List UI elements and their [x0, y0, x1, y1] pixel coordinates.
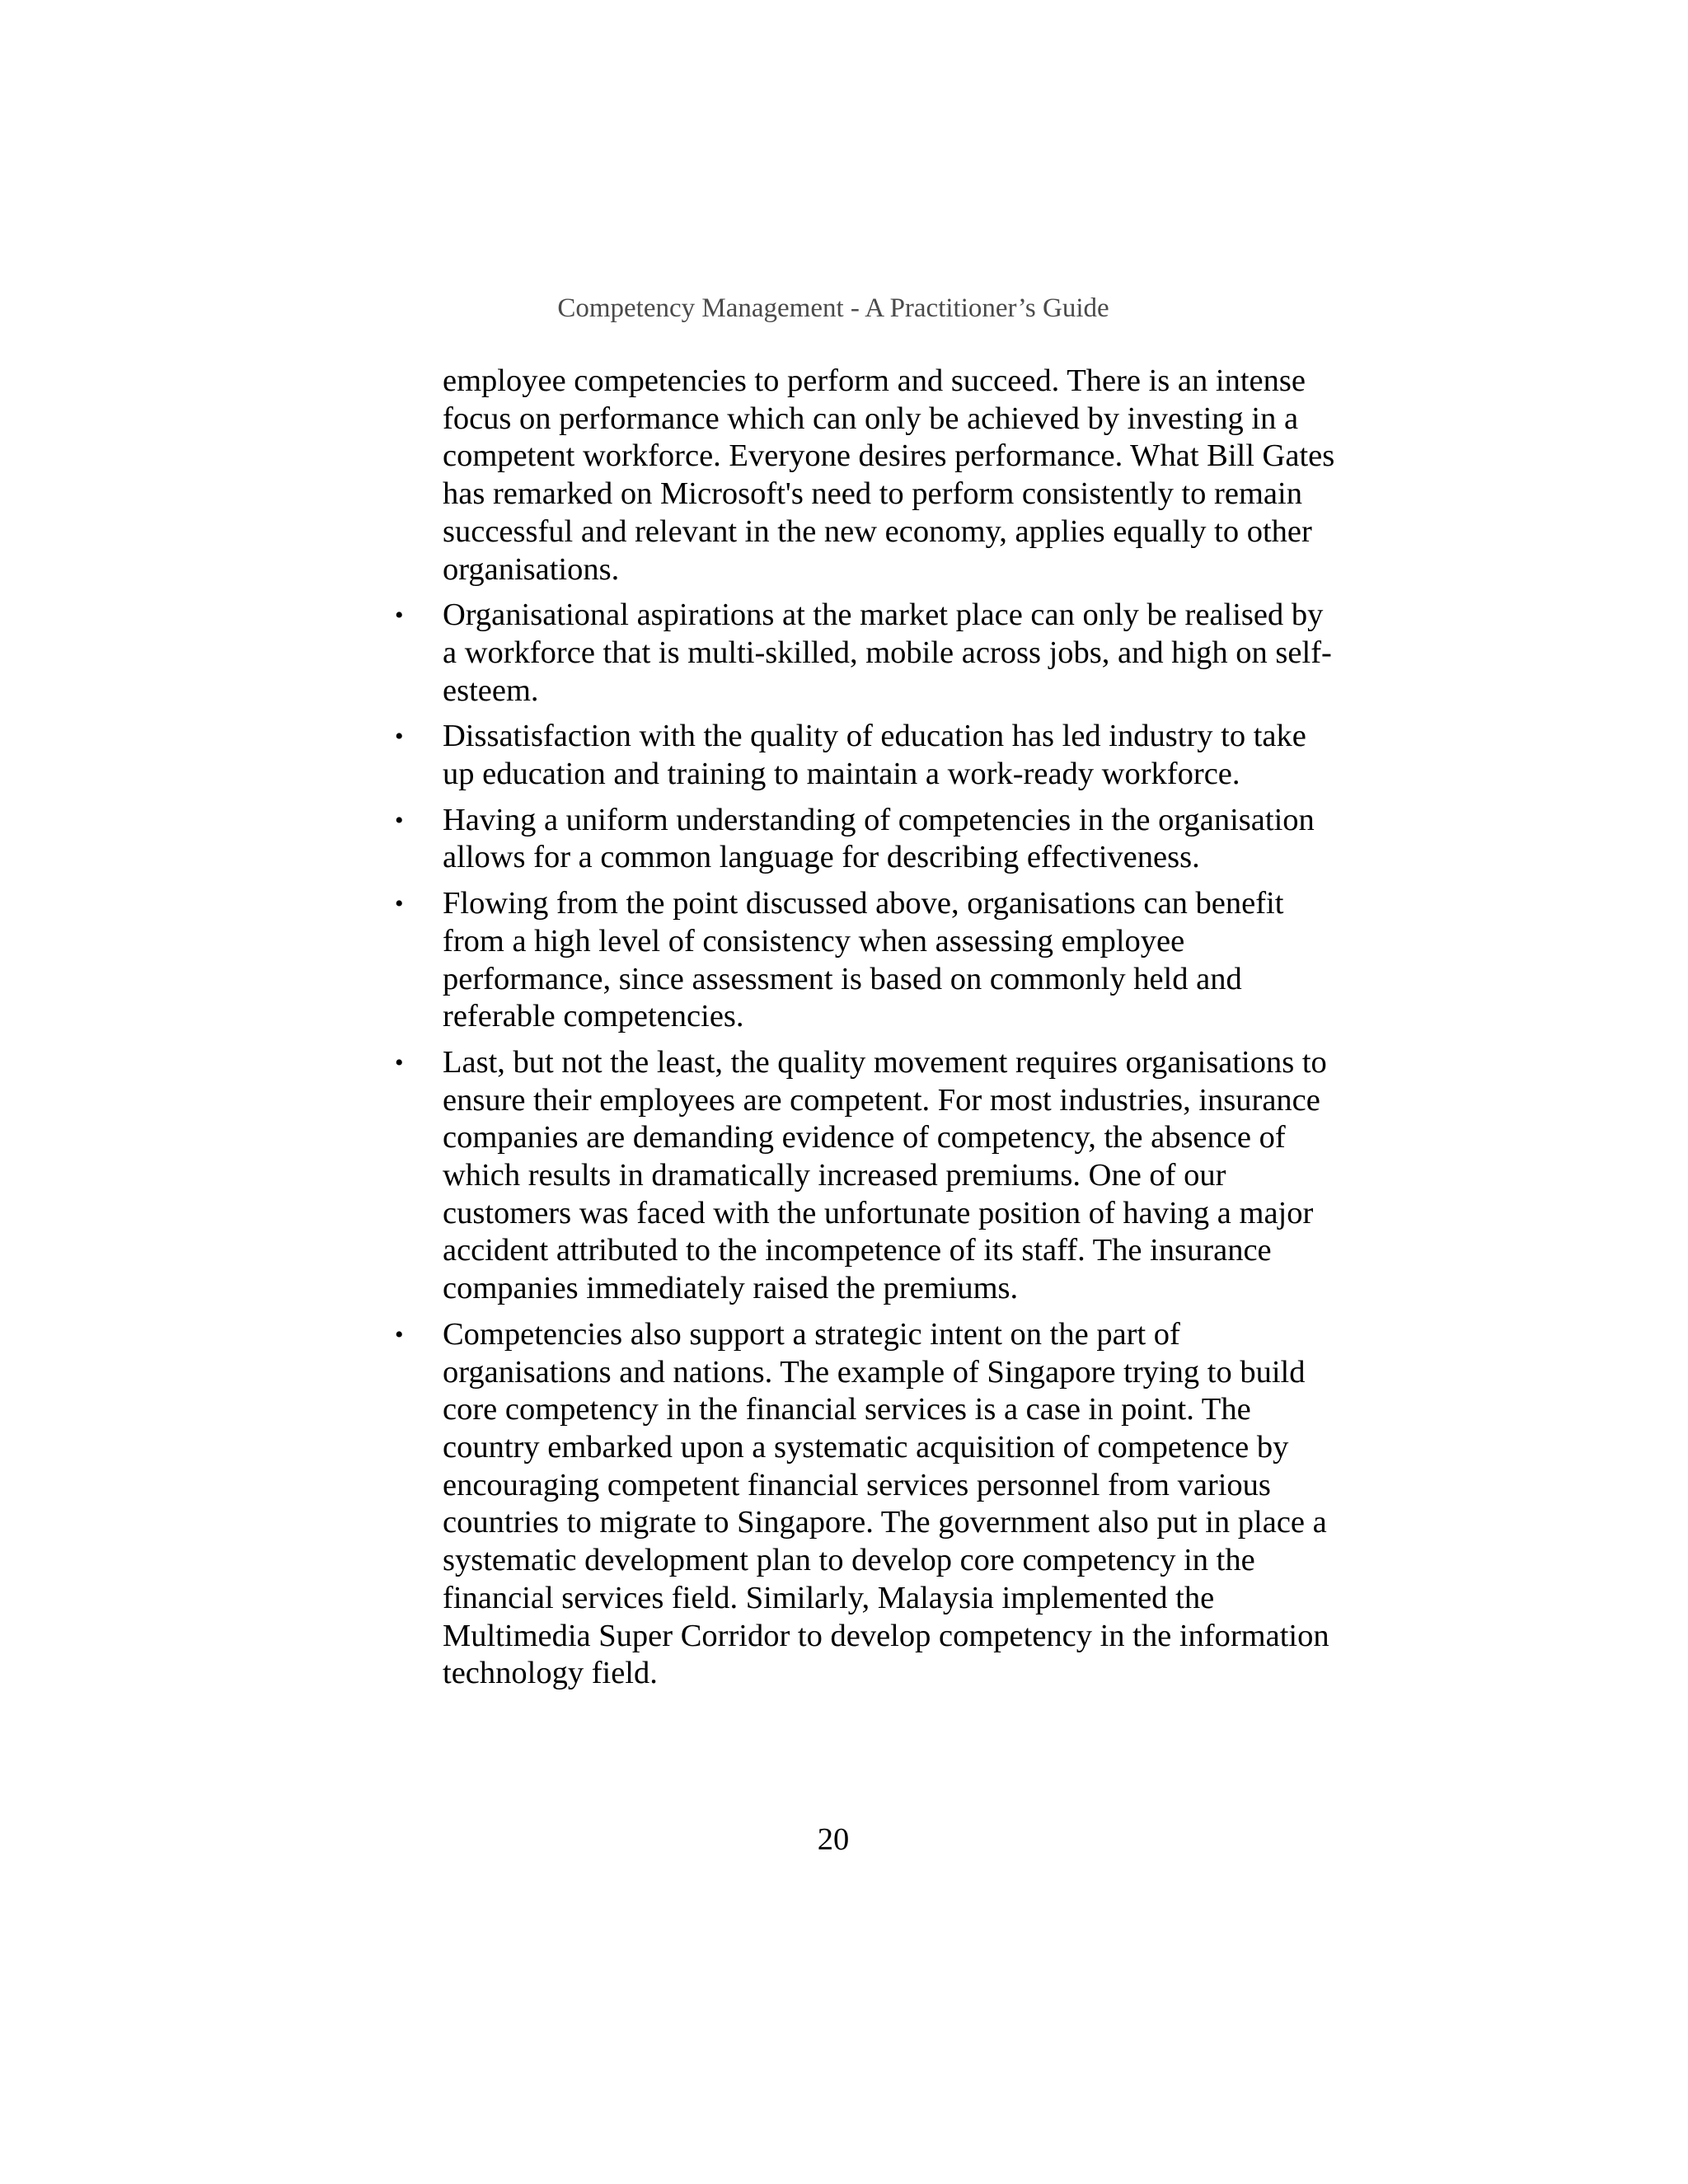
running-header: Competency Management - A Practitioner’s Guide [557, 293, 1109, 323]
page-body [395, 363, 1341, 1701]
bullet-icon: • [395, 723, 404, 751]
bullet-list [395, 597, 1341, 1693]
bullet-item [395, 802, 1341, 877]
bullet-icon: • [395, 806, 404, 834]
bullet-icon: • [395, 890, 404, 918]
bullet-item [395, 1044, 1341, 1308]
page-number: 20 [817, 1822, 850, 1857]
bullet-text: Competencies also support a strategic intent on the part of organisations and nations. The example of Singapore trying to build core competency in the financial services is a case in point. The country embarked upon a systematic acquisition of competence by encouraging competent financial services personnel from various countries to migrate to Singapore. The government also put in place a systematic development plan to develop core competency in the financial services field. Similarly, Malaysia implemented the Multimedia Super Corridor to develop competency in the information technology field. [443, 1316, 1329, 1691]
bullet-icon: • [395, 1048, 404, 1076]
bullet-icon: • [395, 1320, 404, 1348]
continuation-paragraph: employee competencies to perform and succeed. There is an intense focus on performance which can only be achieved by investing in a competent workforce. Everyone desires performance. What Bill Gates has remarked on Microsoft's need to perform consistently to remain successful and relevant in the new economy, applies equally to other organisations. [443, 363, 1335, 587]
bullet-text: Dissatisfaction with the quality of education has led industry to take up education and training to maintain a work-ready workforce. [443, 719, 1306, 792]
bullet-text: Last, but not the least, the quality movement requires organisations to ensure their employees are competent. For most industries, insurance companies are demanding evidence of competency, the absence of which results in dramatically increased premiums. One of our customers was faced with the unfortunate position of having a major accident attributed to the incompetence of its staff. The insurance companies immediately raised the premiums. [443, 1044, 1327, 1306]
bullet-item [395, 1316, 1341, 1693]
bullet-icon: • [395, 602, 404, 630]
bullet-text: Organisational aspirations at the market place can only be realised by a workforce that is multi-skilled, mobile across jobs, and high on self-esteem. [443, 598, 1332, 708]
bullet-item [395, 885, 1341, 1036]
bullet-item [395, 597, 1341, 710]
bullet-item [395, 718, 1341, 793]
bullet-text: Flowing from the point discussed above, organisations can benefit from a high level of consistency when assessing employee performance, since assessment is based on commonly held and referable competencies. [443, 886, 1284, 1034]
bullet-text: Having a uniform understanding of competencies in the organisation allows for a common language for describing effectiveness. [443, 802, 1315, 875]
